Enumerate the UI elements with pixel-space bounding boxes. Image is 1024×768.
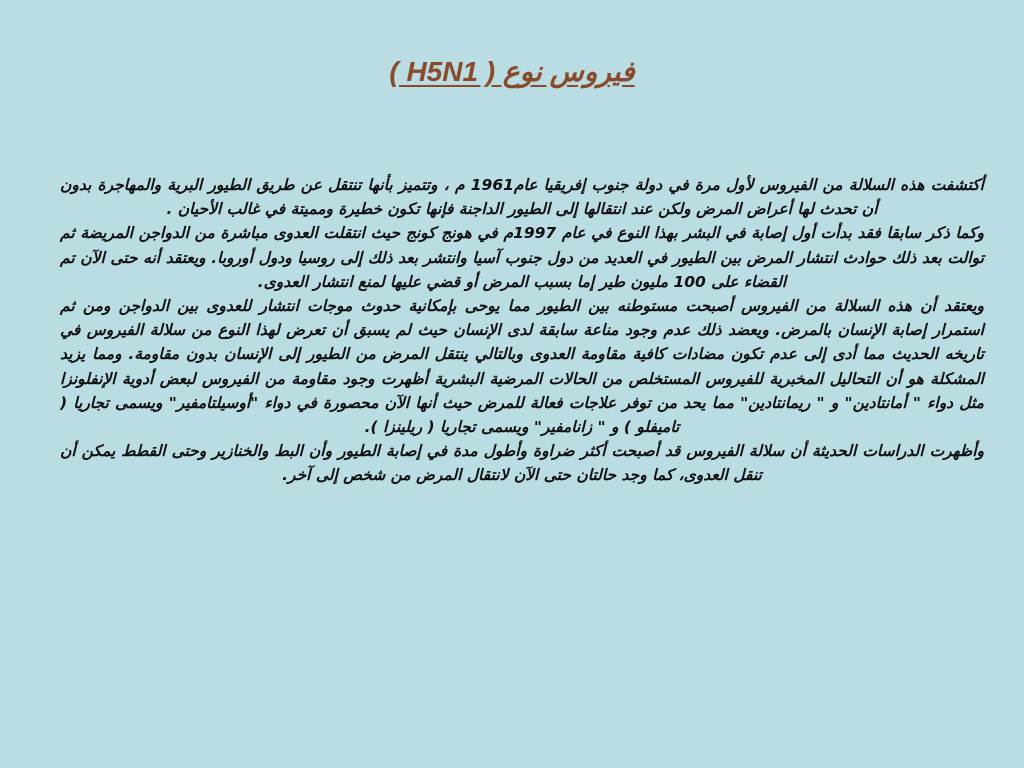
slide-title: فيروس نوع ( H5N1 ): [389, 56, 635, 87]
slide-body: [60, 173, 984, 488]
paragraph-discovery: أكتشفت هذه السلالة من الفيروس لأول مرة في دولة جنوب إفريقيا عام1961 م ، وتتميز بأنها تنتقل عن طريق الطيور البرية والمهاجرة بدون أن تحدث لها أعراض المرض ولكن عند انتقالها إلى الطيور الداجنة فإنها تكون خطيرة ومميتة في غالب الأحيان .: [60, 176, 984, 219]
paragraph-recent-studies: وأظهرت الدراسات الحديثة أن سلالة الفيروس قد أصبحت أكثر ضراوة وأطول مدة في إصابة الطيور وأن البط والخنازير وحتى القطط يمكن أن تنقل العدوى، كما وجد حالتان حتى الآن لانتقال المرض من شخص إلى آخر.: [60, 442, 984, 485]
paragraph-first-human-infection: وكما ذكر سابقا فقد بدأت أول إصابة في البشر بهذا النوع في عام 1997م في هونج كونج حيث انتقلت العدوى مباشرة من الدواجن المريضة ثم توالت بعد ذلك حوادث انتشار المرض بين الطيور في العديد من دول جنوب آسيا وانتشر بعد ذلك إلى روسيا ودول أوروبا. ويعتقد أنه حتى الآن تم القضاء على 100 مليون طير إما بسبب المرض أو قضي عليها لمنع انتشار العدوى.: [60, 224, 984, 291]
paragraph-endemic-resistance: ويعتقد أن هذه السلالة من الفيروس أصبحت مستوطنه بين الطيور مما يوحى بإمكانية حدوث موجات انتشار للعدوى بين الدواجن ومن ثم استمرار إصابة الإنسان بالمرض. ويعضد ذلك عدم وجود مناعة سابقة لدى الإنسان حيث لم يسبق أن تعرض لهذا النوع من سلالة الفيروس في تاريخه الحديث مما أدى إلى عدم تكون مضادات كافية مقاومة العدوى وبالتالي ينتقل المرض من الطيور إلى الإنسان بدون مقاومة. ومما يزيد المشكلة هو أن التحاليل المخبرية للفيروس المستخلص من الحالات المرضية البشرية أظهرت وجود مقاومة من الفيروس لبعض أدوية الإنفلونزا مثل دواء " أمانتادين" و " ريمانتادين" مما يحد من توفر علاجات فعالة للمرض حيث أنها الآن محصورة في دواء "أوسيلتامفير" ويسمى تجاريا ( تاميفلو ) و " زانامفير" ويسمى تجاريا ( ريلينزا ).: [60, 297, 984, 437]
